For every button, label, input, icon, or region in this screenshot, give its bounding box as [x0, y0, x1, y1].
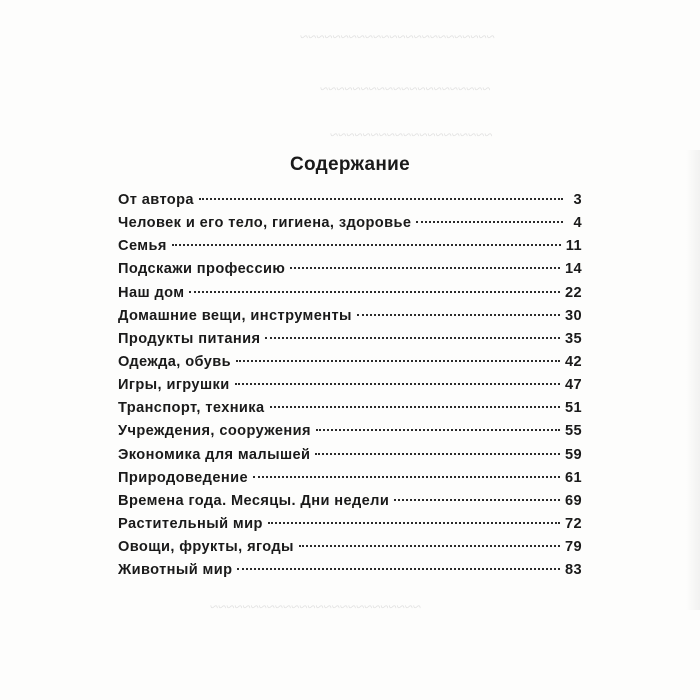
- toc-entry: [118, 400, 582, 423]
- toc-entry: [118, 516, 582, 539]
- toc-entry: [118, 423, 582, 446]
- toc-entry: [118, 308, 582, 331]
- toc-entry-title: От автора: [118, 192, 194, 208]
- toc-entry-title: Продукты питания: [118, 330, 261, 347]
- toc-leader-dots: [316, 429, 560, 431]
- toc-entry: [118, 261, 582, 284]
- toc-entry-page: 79: [564, 539, 582, 556]
- toc-leader-dots: [290, 267, 560, 269]
- toc-entry: [118, 215, 582, 238]
- table-of-contents: [118, 192, 582, 585]
- toc-entry: [118, 493, 582, 516]
- toc-entry-page: 72: [564, 515, 582, 532]
- toc-entry-title: Домашние вещи, инструменты: [118, 307, 352, 324]
- toc-entry-title: Игры, игрушки: [118, 377, 230, 394]
- toc-entry-page: 3: [573, 192, 582, 208]
- toc-entry-title: Учреждения, сооружения: [118, 423, 311, 440]
- toc-entry-title: Времена года. Месяцы. Дни недели: [118, 492, 390, 509]
- toc-leader-dots: [268, 522, 560, 524]
- toc-leader-dots: [189, 291, 559, 293]
- toc-entry-title: Природоведение: [118, 469, 248, 486]
- toc-entry-page: 30: [564, 307, 582, 324]
- toc-entry-title: Наш дом: [118, 284, 185, 301]
- toc-entry: [118, 192, 582, 215]
- toc-entry: [118, 470, 582, 493]
- toc-entry: [118, 331, 582, 354]
- toc-entry-title: Экономика для малышей: [118, 446, 311, 463]
- bleed-through: ~~~~~~~~~~~~~~~~~~~~~: [320, 82, 491, 98]
- toc-entry-title: Семья: [118, 238, 167, 255]
- toc-entry: [118, 447, 582, 470]
- toc-leader-dots: [172, 244, 561, 246]
- bleed-through: ~~~~~~~~~~~~~~~~~~~~: [330, 128, 493, 144]
- toc-leader-dots: [270, 406, 560, 408]
- toc-leader-dots: [199, 198, 563, 200]
- toc-entry-page: 69: [564, 492, 582, 509]
- toc-entry-page: 35: [564, 330, 582, 347]
- toc-entry-title: Подскажи профессию: [118, 261, 286, 278]
- toc-leader-dots: [394, 499, 560, 501]
- toc-entry-page: 42: [564, 353, 582, 370]
- toc-entry-page: 51: [564, 400, 582, 417]
- toc-leader-dots: [265, 337, 560, 339]
- toc-entry-title: Транспорт, техника: [118, 400, 265, 417]
- page-title: Содержание: [289, 154, 411, 175]
- bleed-through: ~~~~~~~~~~~~~~~~~~~~~~~~~~: [210, 600, 421, 616]
- toc-entry-title: Овощи, фрукты, ягоды: [118, 539, 294, 556]
- toc-entry-title: Животный мир: [118, 562, 233, 579]
- toc-entry-page: 59: [564, 446, 582, 463]
- toc-entry-title: Растительный мир: [118, 515, 263, 532]
- toc-entry: [118, 539, 582, 562]
- toc-entry-title: Человек и его тело, гигиена, здоровье: [118, 215, 412, 232]
- toc-entry-page: 61: [564, 469, 582, 486]
- toc-leader-dots: [357, 314, 560, 316]
- toc-entry: [118, 285, 582, 308]
- toc-entry-page: 47: [564, 377, 582, 394]
- toc-entry-page: 83: [564, 562, 582, 579]
- toc-leader-dots: [237, 568, 560, 570]
- toc-entry: [118, 377, 582, 400]
- toc-entry-page: 14: [564, 261, 582, 278]
- toc-leader-dots: [253, 476, 560, 478]
- toc-leader-dots: [416, 221, 563, 223]
- toc-entry-title: Одежда, обувь: [118, 353, 232, 370]
- toc-leader-dots: [235, 383, 560, 385]
- toc-entry: [118, 562, 582, 585]
- toc-entry-page: 4: [573, 215, 582, 232]
- bleed-through: ~~~~~~~~~~~~~~~~~~~~~~~~: [300, 30, 495, 46]
- toc-entry: [118, 354, 582, 377]
- toc-entry-page: 22: [564, 284, 582, 301]
- toc-entry: [118, 238, 582, 261]
- page-edge-shadow: [686, 150, 700, 610]
- toc-leader-dots: [315, 453, 560, 455]
- toc-entry-page: 11: [565, 238, 582, 255]
- toc-leader-dots: [236, 360, 560, 362]
- toc-leader-dots: [299, 545, 560, 547]
- toc-entry-page: 55: [564, 423, 582, 440]
